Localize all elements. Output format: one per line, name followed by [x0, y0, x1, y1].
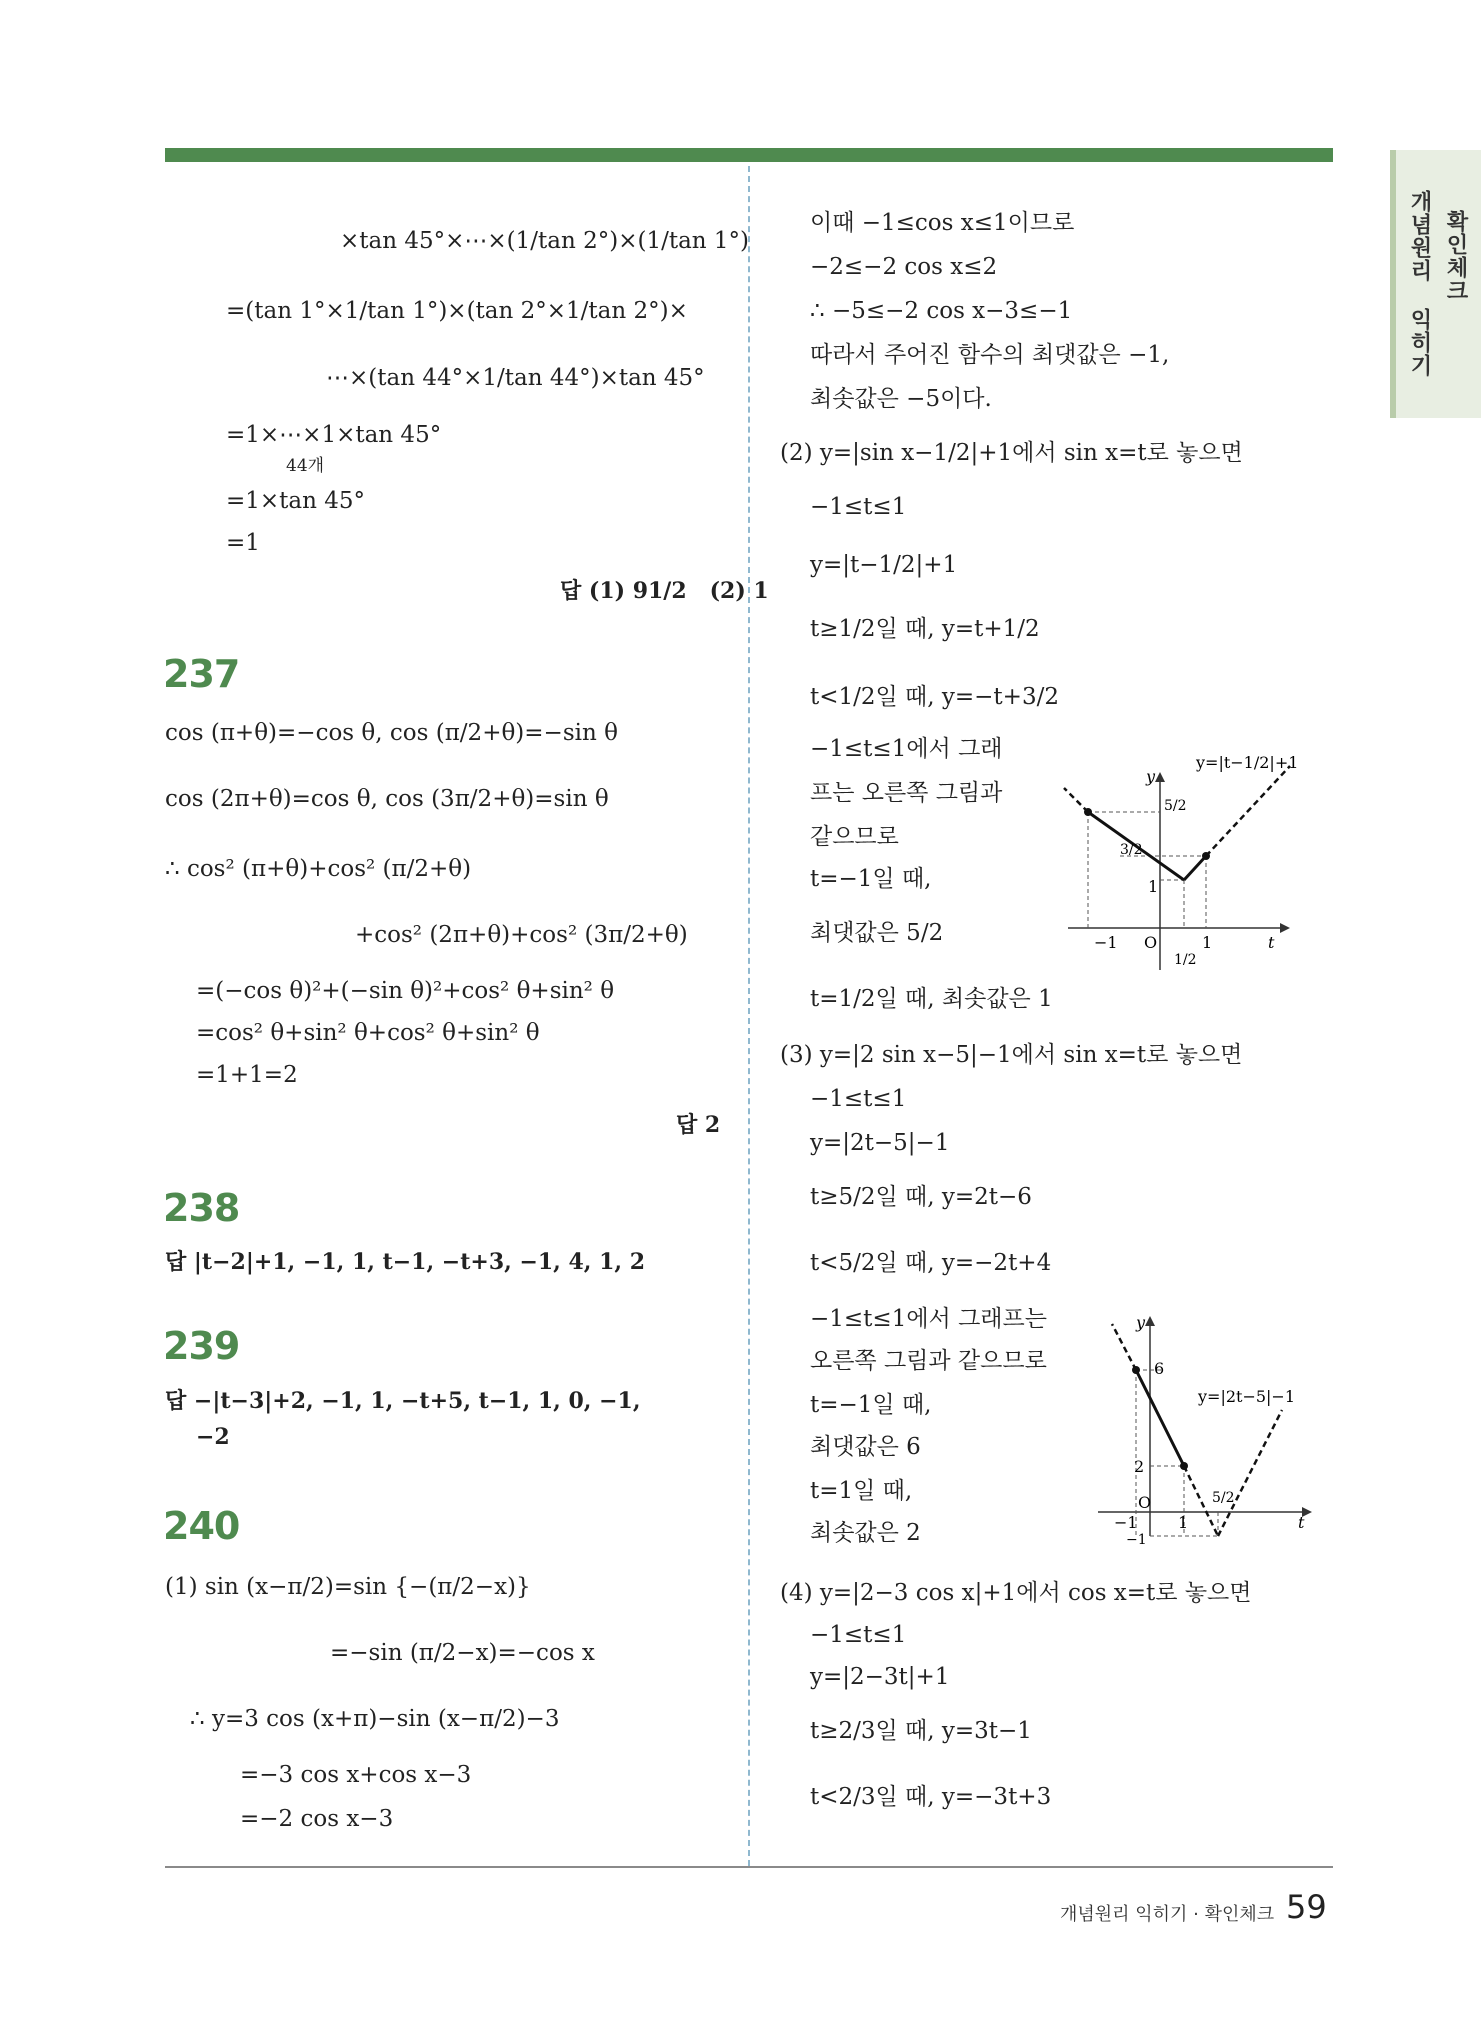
y-axis-arrow — [1155, 772, 1165, 782]
left-line: =(tan 1°×1/tan 1°)×(tan 2°×1/tan 2°)× — [226, 298, 688, 324]
right-line: −2≤−2 cos x≤2 — [810, 254, 998, 280]
y-axis-arrow — [1145, 1316, 1155, 1326]
left-line: =(−cos θ)²+(−sin θ)²+cos² θ+sin² θ — [196, 978, 615, 1004]
right-line: 최솟값은 −5이다. — [810, 386, 992, 412]
t-axis-arrow — [1280, 923, 1290, 933]
right-line: 오른쪽 그림과 같으므로 — [810, 1348, 1047, 1374]
side-tab-line2: 확인체크 — [1443, 210, 1468, 302]
right-line: t=1일 때, — [810, 1478, 913, 1504]
answer-236: 답 (1) 91/2 (2) 1 — [560, 578, 769, 604]
problem-number-240: 240 — [163, 1504, 240, 1548]
right-line: (4) y=|2−3 cos x|+1에서 cos x=t로 놓으면 — [780, 1580, 1252, 1606]
right-line: t≥1/2일 때, y=t+1/2 — [810, 616, 1040, 642]
left-line: =−3 cos x+cos x−3 — [240, 1762, 472, 1788]
left-line: cos (π+θ)=−cos θ, cos (π/2+θ)=−sin θ — [165, 720, 618, 746]
right-line: 이때 −1≤cos x≤1이므로 — [810, 210, 1075, 236]
problem-number-238: 238 — [163, 1186, 240, 1230]
right-line: t=1/2일 때, 최솟값은 1 — [810, 986, 1053, 1012]
right-line: 최댓값은 5/2 — [810, 920, 944, 946]
right-line: t=−1일 때, — [810, 866, 932, 892]
graph-y-abs-t-minus-half — [1060, 742, 1340, 982]
tick-label: −1 — [1114, 1513, 1138, 1532]
left-line: =−2 cos x−3 — [240, 1806, 394, 1832]
left-line: ⋯×(tan 44°×1/tan 44°)×tan 45° — [326, 365, 705, 391]
left-line: ×tan 45°×⋯×(1/tan 2°)×(1/tan 1°) — [340, 228, 750, 254]
graph-label: y=|t−1/2|+1 — [1196, 753, 1299, 772]
right-line: (3) y=|2 sin x−5|−1에서 sin x=t로 놓으면 — [780, 1042, 1243, 1068]
right-line: −1≤t≤1에서 그래 — [810, 736, 1003, 762]
right-line: t≥5/2일 때, y=2t−6 — [810, 1184, 1032, 1210]
side-tab-line1: 개념원리 익히기 — [1407, 190, 1432, 377]
graph-label: y=|2t−5|−1 — [1198, 1387, 1296, 1406]
tick-label: 2 — [1134, 1457, 1145, 1476]
right-line: t<5/2일 때, y=−2t+4 — [810, 1250, 1052, 1276]
right-line: −1≤t≤1 — [810, 1086, 907, 1112]
y-axis-label: y — [1146, 767, 1156, 786]
left-line: ∴ cos² (π+θ)+cos² (π/2+θ) — [165, 856, 472, 882]
tick-label: −1 — [1126, 1532, 1147, 1548]
right-line: 최댓값은 6 — [810, 1434, 921, 1460]
tick-label: 1 — [1202, 933, 1213, 952]
answer-238: 답 |t−2|+1, −1, 1, t−1, −t+3, −1, 4, 1, 2 — [165, 1249, 646, 1275]
left-line: ∴ y=3 cos (x+π)−sin (x−π/2)−3 — [190, 1706, 560, 1732]
left-line: =1×tan 45° — [226, 488, 366, 514]
right-line: −1≤t≤1 — [810, 494, 907, 520]
graph-y-abs-2t-minus-5 — [1092, 1306, 1352, 1566]
right-line: t<2/3일 때, y=−3t+3 — [810, 1784, 1052, 1810]
left-line: =1 — [226, 530, 260, 556]
right-line: t≥2/3일 때, y=3t−1 — [810, 1718, 1032, 1744]
y-axis-label: y — [1136, 1313, 1146, 1332]
right-line: t<1/2일 때, y=−t+3/2 — [810, 684, 1059, 710]
left-line: =cos² θ+sin² θ+cos² θ+sin² θ — [196, 1020, 540, 1046]
right-line: (2) y=|sin x−1/2|+1에서 sin x=t로 놓으면 — [780, 440, 1243, 466]
side-tab — [1390, 150, 1481, 418]
tick-label: O — [1144, 933, 1158, 952]
tick-label: 1/2 — [1174, 952, 1197, 968]
answer-239: 답 −|t−3|+2, −1, 1, −t+5, t−1, 1, 0, −1, — [165, 1388, 641, 1414]
column-divider — [748, 166, 750, 1866]
left-line: =1×⋯×1×tan 45° — [226, 422, 442, 448]
right-line: 프는 오른쪽 그림과 — [810, 780, 1003, 806]
right-line: y=|2−3t|+1 — [810, 1664, 950, 1690]
answer-237: 답 2 — [676, 1112, 721, 1138]
right-line: t=−1일 때, — [810, 1392, 932, 1418]
tick-label: O — [1138, 1493, 1152, 1512]
tick-label: 5/2 — [1164, 798, 1187, 814]
problem-number-239: 239 — [163, 1324, 240, 1368]
t-axis-label: t — [1268, 933, 1275, 952]
t-axis-label: t — [1298, 1513, 1305, 1532]
footer-section-title: 개념원리 익히기 · 확인체크 — [1060, 1904, 1275, 1925]
tick-label: 1 — [1148, 877, 1159, 896]
right-line: ∴ −5≤−2 cos x−3≤−1 — [810, 298, 1073, 324]
left-line: =1+1=2 — [196, 1062, 298, 1088]
left-line: cos (2π+θ)=cos θ, cos (3π/2+θ)=sin θ — [165, 786, 609, 812]
tick-label: 5/2 — [1212, 1490, 1235, 1506]
page-number: 59 — [1286, 1888, 1327, 1926]
right-line: y=|2t−5|−1 — [810, 1130, 950, 1156]
right-line: −1≤t≤1에서 그래프는 — [810, 1306, 1047, 1332]
right-line: 최솟값은 2 — [810, 1520, 921, 1546]
tick-label: 3/2 — [1120, 842, 1143, 858]
right-line: 따라서 주어진 함수의 최댓값은 −1, — [810, 342, 1170, 368]
tick-label: 6 — [1154, 1359, 1165, 1378]
right-line: 같으므로 — [810, 824, 899, 850]
left-line: (1) sin (x−π/2)=sin {−(π/2−x)} — [165, 1574, 531, 1600]
left-line: +cos² (2π+θ)+cos² (3π/2+θ) — [355, 922, 688, 948]
header-bar — [165, 148, 1333, 162]
footer-rule — [165, 1866, 1333, 1868]
right-line: y=|t−1/2|+1 — [810, 552, 958, 578]
tick-label: 1 — [1178, 1513, 1189, 1532]
right-line: −1≤t≤1 — [810, 1622, 907, 1648]
left-line: =−sin (π/2−x)=−cos x — [330, 1640, 595, 1666]
answer-239-cont: −2 — [196, 1424, 230, 1450]
problem-number-237: 237 — [163, 652, 240, 696]
left-line-note: 44개 — [286, 456, 325, 476]
tick-label: −1 — [1094, 933, 1118, 952]
